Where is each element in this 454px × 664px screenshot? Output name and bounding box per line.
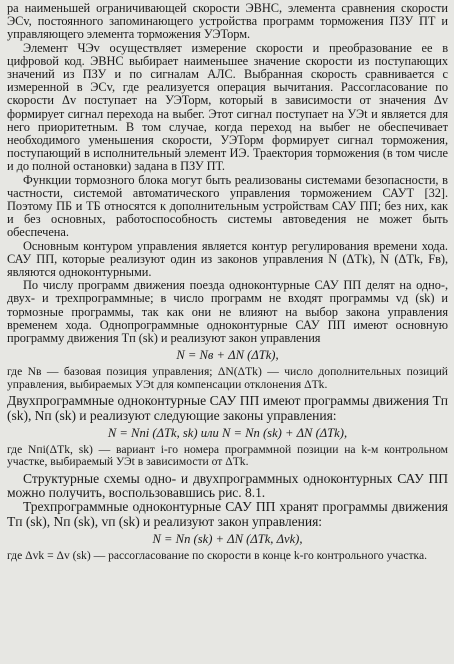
- formula-two-program: N = Nпi (ΔTk, sk) или N = Nп (sk) + ΔN (ΔTk),: [107, 425, 348, 440]
- paragraph-main-contour: Основным контуром управления является контур регулирования времени хода. САУ ПП, которые реализуют один из законов управления N (ΔTk), N (ΔTk, Fв), являются одноконтурными.: [7, 238, 448, 280]
- paragraph-structural-schemes: Структурные схемы одно- и двухпрограммных одноконтурных САУ ПП можно получить, воспользовавшись рис. 8.1.: [7, 471, 448, 501]
- formula-three-program: N = Nп (sk) + ΔN (ΔTk, Δvk),: [152, 531, 303, 546]
- paragraph-brake-block: Функции тормозного блока могут быть реализованы системами безопасности, в частности, системой автоматического управления торможением САУТ [32]. Поэтому ПБ и ТБ относятся к дополнительным устройствам САУ ПП; без них, как и без основных, работоспособность системы автоведения не может быть обеспечена.: [7, 172, 448, 240]
- paragraph-program-count: По числу программ движения поезда одноконтурные САУ ПП делят на одно-, двух- и трехпрограммные; в число программ не входят программы vд (sk) и тормозные программы, так как они не влияют на выбор закона управления временем хода. Однопрограммные одноконтурные САУ ПП имеют основную программу движения Tп (sk) и реализуют закон управления: [7, 278, 448, 346]
- formula-explanation-2: где Nпi(ΔTk, sk) — вариант i-го номера программной позиции на k-м контрольном участке, выбираемый УЭt в зависимости от ΔTk.: [7, 442, 448, 469]
- paragraph-speed-measurement: Элемент ЧЭv осуществляет измерение скорости и преобразование ее в цифровой код. ЭВНС выбирает наименьшее значение скорости из поступающих значений из ПЗУ и по сигналам АЛС. Выбранная скорость сравнивается с измеренной в ЭСv, где реализуется операция вычитания. Рассогласование по скорости Δv поступает на УЭТорм, который в зависимости от значения Δv формирует сигнал перехода на выбег. Этот сигнал поступает на УЭt и является для него приоритетным. В том случае, когда переход на выбег не обеспечивает необходимого уменьшения скорости, УЭТорм формирует сигнал торможения, поступающий в исполнительный элемент ИЭ. Траектория торможения (в том числе и до полной остановки) задана в ПЗУ ПТ.: [7, 40, 448, 174]
- paragraph-two-program: Двухпрограммные одноконтурные САУ ПП имеют программы движения Tп (sk), Nп (sk) и реализуют следующие законы управления:: [7, 393, 448, 423]
- formula-explanation-1: где Nв — базовая позиция управления; ΔN(ΔTk) — число дополнительных позиций управления, выбираемых УЭt для компенсации отклонения ΔTk.: [7, 365, 448, 391]
- paragraph-three-program: Трехпрограммные одноконтурные САУ ПП хранят программы движения Tп (sk), Nп (sk), vп (sk) и реализуют закон управления:: [7, 499, 448, 529]
- paragraph-elements: ра наименьшей ограничивающей скорости ЭВНС, элемента сравнения скорости ЭСv, постоянного запоминающего устройства программ торможения ПЗУ ПТ и управляющего элемента торможения УЭТорм.: [7, 1, 448, 42]
- formula-single-program: N = Nв + ΔN (ΔTk),: [176, 348, 279, 363]
- formula-explanation-3: где Δvk = Δv (sk) — рассогласование по скорости в конце k-го контрольного участка.: [7, 548, 428, 562]
